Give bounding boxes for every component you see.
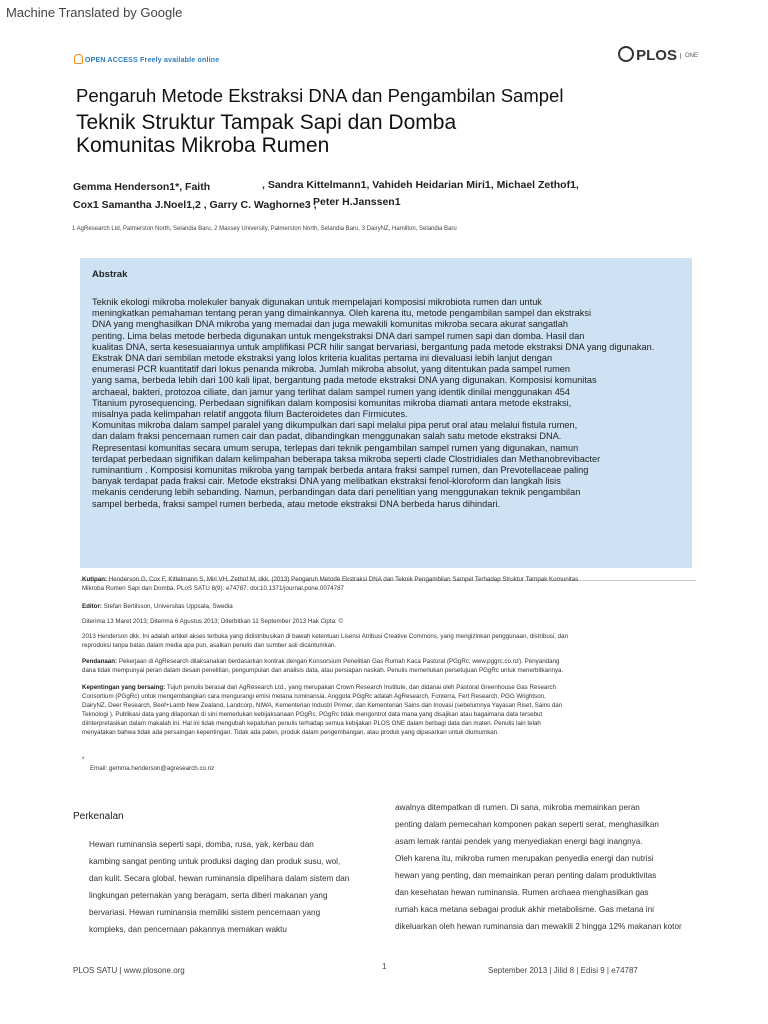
abstract-line: mekanis cenderung lebih sebanding. Namun, perbandingan data dari penelitian yang menggunakan teknik pengambilan [92,487,581,498]
abstract-line: yang sama, berbeda lebih dari 100 kali lipat, bergantung pada metode ekstraksi DNA yang digunakan. Komposisi komunitas [92,375,597,386]
abstract-line: sampel berbeda, fraksi sampel rumen berbeda, atau metode ekstraksi DNA berbeda harus dihindari. [92,498,501,509]
abstract-line: DNA yang menghasilkan DNA mikroba yang memadai dan juga mewakili komunitas mikroba secara akurat sangatlah [92,319,568,330]
intro-left-line: kompleks, dan pencernaan pakannya memakan waktu [89,925,287,934]
open-access-lock-icon [74,54,83,64]
abstract-text [92,297,687,510]
funding-block [82,657,702,675]
paper-title-line2: Teknik Struktur Tampak Sapi dan Domba [76,111,457,134]
intro-right-line: dikeluarkan oleh hewan ruminansia dan mewakili 2 hingga 12% makanan kotor [395,922,682,931]
abstract-line: Teknik ekologi mikroba molekuler banyak digunakan untuk mempelajari komposisi mikrobiota rumen dan untuk [92,297,542,307]
editor-label: Editor: [82,603,102,610]
abstract-line: archaeal, bakteri, protozoa ciliate, dan jamur yang terlihat dalam sampel rumen yang identik dinilai menggunakan 454 [92,386,571,397]
footer-journal: PLOS SATU | www.plosone.org [73,966,185,975]
abstract-line: banyak terdapat pada fraksi cair. Metode ekstraksi DNA yang melibatkan ekstraksi fenol-kloroform dan langkah lisis [92,476,561,487]
dates-line: Diterima 13 Maret 2013; Diterima 6 Agustus 2013; Diterbitkan 11 September 2013 Hak Cipta: © [82,618,344,625]
authors-line2b: Peter H.Janssen1 [313,196,401,208]
intro-left-column [89,836,349,938]
competing-interests-block [82,683,702,737]
interest-text-5: diinterpretasikan dalam makalah ini. Hal ini tidak mengubah kepatuhan penulis terhadap semua kebijakan PLOS ONE dalam berbagi data dan materi. Penulis lain telah [82,720,541,727]
intro-right-line: dan kesehatan hewan ruminansia. Rumen archaea menghasilkan gas [395,888,649,897]
paper-title-line3: Komunitas Mikroba Rumen [76,134,330,157]
interest-text-6: menyatakan bahwa tidak ada persaingan kepentingan. Tidak ada paten, produk dalam pengembangan, atau produk yang dipasarkan untuk diumumkan. [82,729,499,736]
citation-block [82,575,702,593]
plos-logo-text: PLOS [636,47,677,64]
authors-line2: Cox1 Samantha J.Noel1,2 , Garry C. Waghorne3 , [73,199,317,211]
plos-logo-sub: ONE [680,53,698,59]
intro-left-line: lingkungan peternakan yang beragam, serta diberi makanan yang [89,891,328,900]
intro-left-line: kambing sangat penting untuk produksi daging dan produk susu, wol, [89,857,341,866]
footer-issue: September 2013 | Jilid 8 | Edisi 9 | e74787 [488,966,638,975]
abstract-heading: Abstrak [92,269,128,280]
copyright-text-1: 2013 Henderson dkk. Ini adalah artikel akses terbuka yang didistribusikan di bawah ketentuan Lisensi Atribusi Creative Commons, yang mengizinkan penggunaan, distribusi, dan [82,633,569,640]
interest-text-1: Tujuh penulis berasal dari AgResearch Ltd., yang merupakan Crown Research Institute, dan didanai oleh Pastoral Greenhouse Gas Research [166,684,556,691]
asterisk-mark: * [82,756,85,763]
abstract-line: penting. Lima belas metode berbeda digunakan untuk mengekstraksi DNA dari sampel rumen sapi dan domba. Hasil dan [92,330,585,341]
copyright-block [82,632,702,650]
intro-right-line: asam lemak rantai pendek yang menyediakan energi bagi inangnya. [395,837,643,846]
footer-page-number: 1 [382,962,387,971]
abstract-line: ruminantium . Komposisi komunitas mikroba yang tampak berbeda antara fraksi sampel rumen, dan Prevotellaceae paling [92,465,589,476]
abstract-line: Titanium pyrosequencing. Perbedaan signifikan dalam komposisi komunitas mikroba diamati antara metode ekstraksi, [92,397,572,408]
editor-text: Stefan Bertilsson, Universitas Uppsala, Swedia [103,603,233,610]
interest-text-4: Teknologi ). Publikasi data yang dilaporkan di sini memerlukan kebijaksanaan PGgRc. PGgRc tidak mengontrol data mana yang disajikan atau bagaimana data tersebut [82,711,543,718]
email-line: Email: gemma.henderson@agresearch.co.nz [90,765,215,772]
abstract-line: misalnya pada kelimpahan relatif anggota filum Bacteroidetes dan Firmicutes. [92,409,408,420]
intro-left-line: bervariasi. Hewan ruminansia memiliki sistem pencernaan yang [89,908,321,917]
intro-left-line: dan kulit. Secara global, hewan ruminansia dipelihara dalam sistem dan [89,874,350,883]
interest-text-2: Consortium (PGgRc) untuk mengembangkan cara mengurangi emisi metana ruminansia. Anggota PGgRc adalah AgResearch, Fonterra, Fert Research, PGG Wrightson, [82,693,546,700]
interest-text-3: DairyNZ, Deer Research, Beef+Lamb New Zealand, Landcorp, NIWA, Kementerian Industri Primer, dan Kementerian Sains dan Inovasi (sebelumnya Yayasan Riset, Sains dan [82,702,563,709]
abstract-line: Ekstrak DNA dari sembilan metode ekstraksi yang lolos kriteria kualitas pertama ini dievaluasi lebih lanjut dengan [92,353,553,364]
plos-logo [618,46,698,64]
intro-right-column [395,799,682,935]
abstract-line: Komunitas mikroba dalam sampel paralel yang dikumpulkan dari sapi melalui pipa perut oral atau melalui fistula rumen, [92,420,578,431]
open-access-text: OPEN ACCESS Freely available online [85,57,220,64]
editor-block [82,602,702,611]
citation-text-2: Mikroba Rumen Sapi dan Domba. PLoS SATU 8(9): e74787. doi:10.1371/journal.pone.0074787 [82,585,344,592]
abstract-line: dan dalam fraksi pencernaan rumen cair dan padat, dibandingkan menggunakan salah satu metode ekstraksi DNA. [92,431,562,442]
authors-line1a: Gemma Henderson1*, Faith [73,181,211,193]
abstract-line: meningkatkan pemahaman tentang peran yang dimainkannya. Oleh karena itu, metode pengambilan sampel dan ekstraksi [92,308,591,319]
funding-text-2: dana tidak mempunyai peran dalam desain penelitian, pengumpulan dan analisis data, atau persiapan naskah. Penulis memerlukan persetujuan PGgRc untuk menerbitkannya. [82,667,564,674]
interest-label: Kepentingan yang bersaing: [82,684,166,691]
abstract-line: enumerasi PCR kuantitatif dari lokus penanda mikroba. Jumlah mikroba absolut, yang ditentukan pada sampel rumen [92,364,571,375]
paper-title-main [76,111,456,157]
intro-left-line: Hewan ruminansia seperti sapi, domba, rusa, yak, kerbau dan [89,840,314,849]
copyright-text-2: reproduksi tanpa batas dalam media apa pun, asalkan penulis dan sumber asli dicantumkan. [82,642,337,649]
abstract-line: terdapat perbedaan signifikan dalam kelimpahan beberapa taksa mikroba seperti clade Clostridiales dan Methanobrevibacter [92,453,601,464]
intro-heading: Perkenalan [73,811,124,822]
intro-right-line: penting dalam pemecahan komponen pakan seperti serat, menghasilkan [395,820,659,829]
intro-right-line: awalnya ditempatkan di rumen. Di sana, mikroba memainkan peran [395,803,640,812]
funding-text-1: Pekerjaan di AgResearch dilaksanakan berdasarkan kontrak dengan Konsorsium Penelitian Gas Rumah Kaca Pastoral (PGgRc; www.pggrc.co.nz). Penyandang [118,658,560,665]
paper-title-line1: Pengaruh Metode Ekstraksi DNA dan Pengambilan Sampel [76,85,564,106]
intro-right-line: rumah kaca metana sebagai produk akhir metabolisme. Gas metana ini [395,905,654,914]
intro-right-line: Oleh karena itu, mikroba rumen merupakan penyedia energi dan nutrisi [395,854,654,863]
authors-line1b: , Sandra Kittelmann1, Vahideh Heidarian Miri1, Michael Zethof1, [262,179,579,191]
machine-translation-banner: Machine Translated by Google [6,5,183,20]
plos-logo-icon [618,46,634,62]
citation-label: Kutipan: [82,576,108,583]
abstract-line: kualitas DNA, serta kesesuaiannya untuk amplifikasi PCR hilir sangat bervariasi, bergantung pada metode ekstraksi DNA yang digunakan. [92,341,655,352]
abstract-line: Representasi komunitas secara umum serupa, terlepas dari teknik pengambilan sampel rumen yang digunakan, namun [92,442,579,453]
citation-text: Henderson G, Cox F, Kittelmann S, Miri VH, Zethof M, dkk. (2013) Pengaruh Metode Ekstraksi DNA dan Teknik Pengambilan Sampel Terhadap Struktur Tampak Komunitas [108,576,579,583]
intro-right-line: hewan yang penting, dan memainkan peran penting dalam produktivitas [395,871,657,880]
funding-label: Pendanaan: [82,658,118,665]
open-access-label [72,54,219,64]
affiliations: 1 AgResearch Ltd, Palmerston North, Selandia Baru, 2 Massey University, Palmerston North, Selandia Baru, 3 DairyNZ, Hamilton, Selandia Baru [72,226,457,232]
